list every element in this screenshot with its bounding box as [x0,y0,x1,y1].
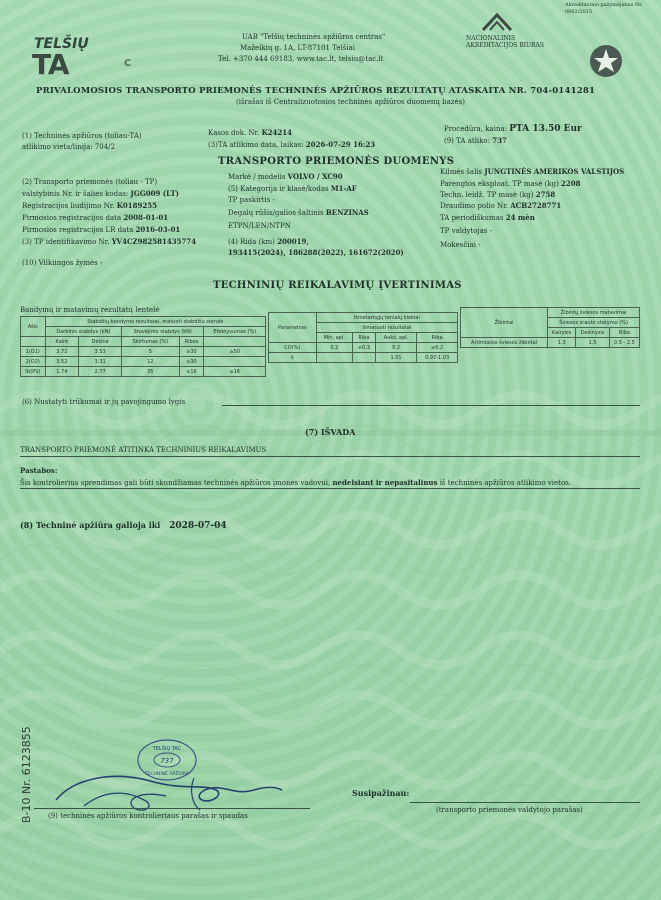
light-left-header: Kairysis [548,328,576,338]
vin-value: YV4CZ982581435774 [111,237,197,246]
company-address: Mažeikių g. 1A, LT-87101 Telšiai [240,44,355,52]
col-left: Kairė [45,337,79,347]
col-right: Dešinė [79,337,122,347]
inspector-signature-caption: (9) techninės apžiūros kontrolieriaus parašas ir spaudas [48,812,248,820]
logo-tac-small: C [124,58,132,69]
em-param-header: Parametras [269,313,317,343]
mileage-label: (4) Rida (km) [228,238,275,246]
table-cell: 3.53 [79,347,122,357]
inspection-site-label: (1) Techninės apžiūros (toliau-TA) [22,132,142,140]
table-cell: 0.2 [375,343,416,353]
fuel-label: Degalų rūšis/galios šaltinis [228,209,324,217]
cash-doc-value: K24214 [261,128,293,137]
stamp-number: 737 [160,757,174,765]
efficiency-header: Efektyvumas (%) [204,327,266,337]
light-kind-header: Žibintai [461,308,548,338]
table-cell: ≥16 [179,367,204,377]
cash-doc-label: Kasos dok. Nr. [208,129,260,137]
table-cell: 5 [122,347,179,357]
owner-label: TP valdytojas - [440,227,492,235]
logo-telsiu-text: TELŠIŲ [34,36,89,52]
table-row [21,347,266,357]
validity-label: (8) Techninė apžiūra galioja iki [20,520,161,530]
table-cell: λ [269,353,317,363]
max-mass-value: 2758 [535,190,556,199]
table-cell [353,353,376,363]
table-cell: 1.5 [576,338,610,348]
table-cell: ≥50 [204,347,266,357]
light-sub-header: Šviesos srauto statymo (%) [548,318,640,328]
procedure-price-label: Procedūra, kaina: [444,125,507,133]
table-cell: 0.97-1.03 [417,353,458,363]
em-measured-header: Išmatuoti rezultatai [316,323,457,333]
table-cell: 0.2 [316,343,353,353]
inspection-date-value: 2026-07-29 16:23 [305,140,376,149]
period-value: 24 mėn [505,213,535,222]
empty-mass-value: 2208 [561,179,581,188]
owner-signature-line [410,802,640,803]
category-label: (5) Kategorija ir klasė/kodas [228,185,329,193]
table-cell: Artimosios šviesos žibintai [461,338,548,348]
vehicle-plate-caption: (2) Transporto priemonės (toliau - TP) [22,178,158,186]
table-cell: 3.72 [45,347,79,357]
evaluation-header: TECHNINIŲ REIKALAVIMŲ ĮVERTINIMAS [213,280,462,291]
conclusion-text: TRANSPORTO PRIEMONĖ ATITINKA TECHNINIUS REIKALAVIMUS [20,446,267,454]
make-value: VOLVO / XC90 [287,172,343,181]
conclusion-line [20,456,640,457]
notes-text-c: iš techninės apžiūros atlikimo vietos. [439,479,572,487]
measurement-table-title: Bandymų ir matavimų rezultatų lentelė [20,306,160,314]
acknowledged-label: Susipažinau: [352,788,410,798]
accreditation-logo-icon [480,10,514,32]
inspector-code-value: 737 [492,136,507,145]
table-cell: 1.74 [45,367,79,377]
table-cell: ≥16 [204,367,266,377]
accreditation-label: NACIONALINIS AKREDITACIJOS BIURAS [466,35,544,49]
table-cell: 2.77 [79,367,122,377]
plate-value: JGG009 (LT) [130,189,179,198]
table-cell: 0.5 - 2.5 [609,338,639,348]
lights-results-table [460,307,640,348]
owner-signature-caption: (transporto priemonės valdytojo parašas) [436,806,583,814]
col-diff: Skirtumas (%) [122,337,179,347]
first-reg-value: 2008-01-01 [123,213,169,222]
form-serial-number: B-10 Nr. 6123855 [20,726,33,823]
table-cell: 1.3 [548,338,576,348]
defects-line [222,405,640,406]
stamp-top-text: TELŠIŲ TAC [152,746,182,752]
table-cell: CO(%) [269,343,317,353]
company-name: UAB "Telšių techninės apžiūros centras" [242,33,386,41]
emission-group-header: Išmetamųjų teršalų kiekiai [316,313,457,323]
max-mass-label: Techn. leidž. TP masė (kg) [440,191,534,199]
vehicle-purpose-label: TP paskirtis - [228,196,275,204]
inspection-date-label: (3)TA atlikimo data, laikas: [208,141,304,149]
table-cell: 35 [122,367,179,377]
reg-cert-value: K0189255 [116,201,157,210]
plate-label: valstybinis Nr. ir šalies kodas: [22,190,129,198]
em-limit2-header: Riba [417,333,458,343]
em-max-header: Aukš. apl. [375,333,416,343]
period-label: TA periodiškumas [440,214,504,222]
table-cell: ≤0.3 [353,343,376,353]
parking-brake-header: Stovėjimo stabdys (kN) [122,327,204,337]
table-cell: ≤0.2 [417,343,458,353]
inspection-site-value: atlikimo vieta/linija: 704/2 [22,143,116,151]
table-row [21,367,266,377]
company-contacts: Tel. +370 444 69183, www.tac.lt, telsiu@tac.lt [218,55,384,63]
validity-date: 2028-07-04 [169,521,227,531]
fuel-value: BENZINAS [325,208,369,217]
table-row [461,338,640,348]
report-title: PRIVALOMOSIOS TRANSPORTO PRIEMONĖS TECHNINĖS APŽIŪROS REZULTATŲ ATASKAITA NR. 704-0141281 [36,86,596,96]
table-cell: 3.31 [79,357,122,367]
first-reg-label: Pirmosios registracijos data [22,214,122,222]
em-limit-header: Riba [353,333,376,343]
insurance-value: ACB2728771 [510,201,562,210]
brake-group-header: Stabdžių bandymo rezultatai, matuoti stabdžiu stende [45,317,265,327]
taxes-label: Mokesčiai - [440,241,481,249]
brake-results-table [20,316,266,377]
brake-axle-header: Ašis [21,317,46,337]
table-cell: 1(O1) [21,347,46,357]
notes-line [20,488,640,489]
stamp-bottom-text: TECHNINĖ APŽIŪRA [145,772,189,777]
emblem-star-icon [588,43,624,79]
table-cell [204,357,266,367]
defects-label: (6) Nustatyti trūkumai ir jų pavojingumo lygis [22,398,186,406]
origin-country-value: JUNGTINĖS AMERIKOS VALSTIJOS [484,167,625,176]
empty-mass-label: Parengtos eksploat. TP masė (kg) [440,180,559,188]
light-group-header: Žibintų šviesos matavimai [548,308,640,318]
table-cell: 3.52 [45,357,79,367]
light-limit-header: Riba [609,328,639,338]
first-reg-lt-value: 2016-03-01 [135,225,181,234]
mileage-value: 200019, [277,237,309,246]
table-cell: 1.01 [375,353,416,363]
table-cell: 2(O2) [21,357,46,367]
first-reg-lt-label: Pirmosios registracijos LR data [22,226,134,234]
make-label: Markė / modelis [228,173,286,181]
conclusion-header: (7) IŠVADA [305,427,356,437]
table-cell: St(PS) [21,367,46,377]
report-subtitle: (išrašas iš Centralizuotosios techninės apžiūros duomenų bazės) [236,98,465,106]
reg-cert-label: Registracijos liudijimo Nr. [22,202,115,210]
vin-label: (3) TP identifikavimo Nr. [22,238,110,246]
notes-text-a: Šis kontrolierius sprendimas gali būti skundžiamas techninės apžiūros įmonės vadovui, [20,479,331,487]
table-cell [316,353,353,363]
category-value: M1-AF [330,184,357,193]
accreditation-number: Akreditavimo pažymėjimas Nr. 0062/2015 [565,2,643,15]
origin-country-label: Kilmės šalis [440,168,483,176]
mileage-history: 193415(2024), 186288(2022), 161672(2020) [228,248,404,257]
table-cell: ≥30 [179,357,204,367]
col-limit: Ribos [179,337,204,347]
table-row [269,353,458,363]
inspector-code-label: (9) TA atliko: [444,137,490,145]
table-cell: 12 [122,357,179,367]
procedure-price-value: PTA 13.50 Eur [509,124,582,134]
logo-ta-mark: TA [32,48,69,81]
inspector-signature [44,760,294,820]
table-cell: ≥30 [179,347,204,357]
signature-line [34,808,310,809]
notes-label: Pastabos: [20,466,58,475]
insurance-label: Draudimo polio Nr. [440,202,508,210]
service-brake-header: Darbinis stabdys (kN) [45,327,122,337]
em-min-header: Min. apl. [316,333,353,343]
notes-text-b: nedelsiant ir nepasitalinus [332,478,438,487]
light-right-header: Dešinysis [576,328,610,338]
table-row [21,357,266,367]
table-row [269,343,458,353]
vehicle-data-header: TRANSPORTO PRIEMONĖS DUOMENYS [218,156,455,167]
etpn-label: ETPN/LEN/NTPN [228,222,291,230]
emission-results-table [268,312,458,363]
tow-marks-label: (10) Vilkiingos žymės - [22,259,103,267]
